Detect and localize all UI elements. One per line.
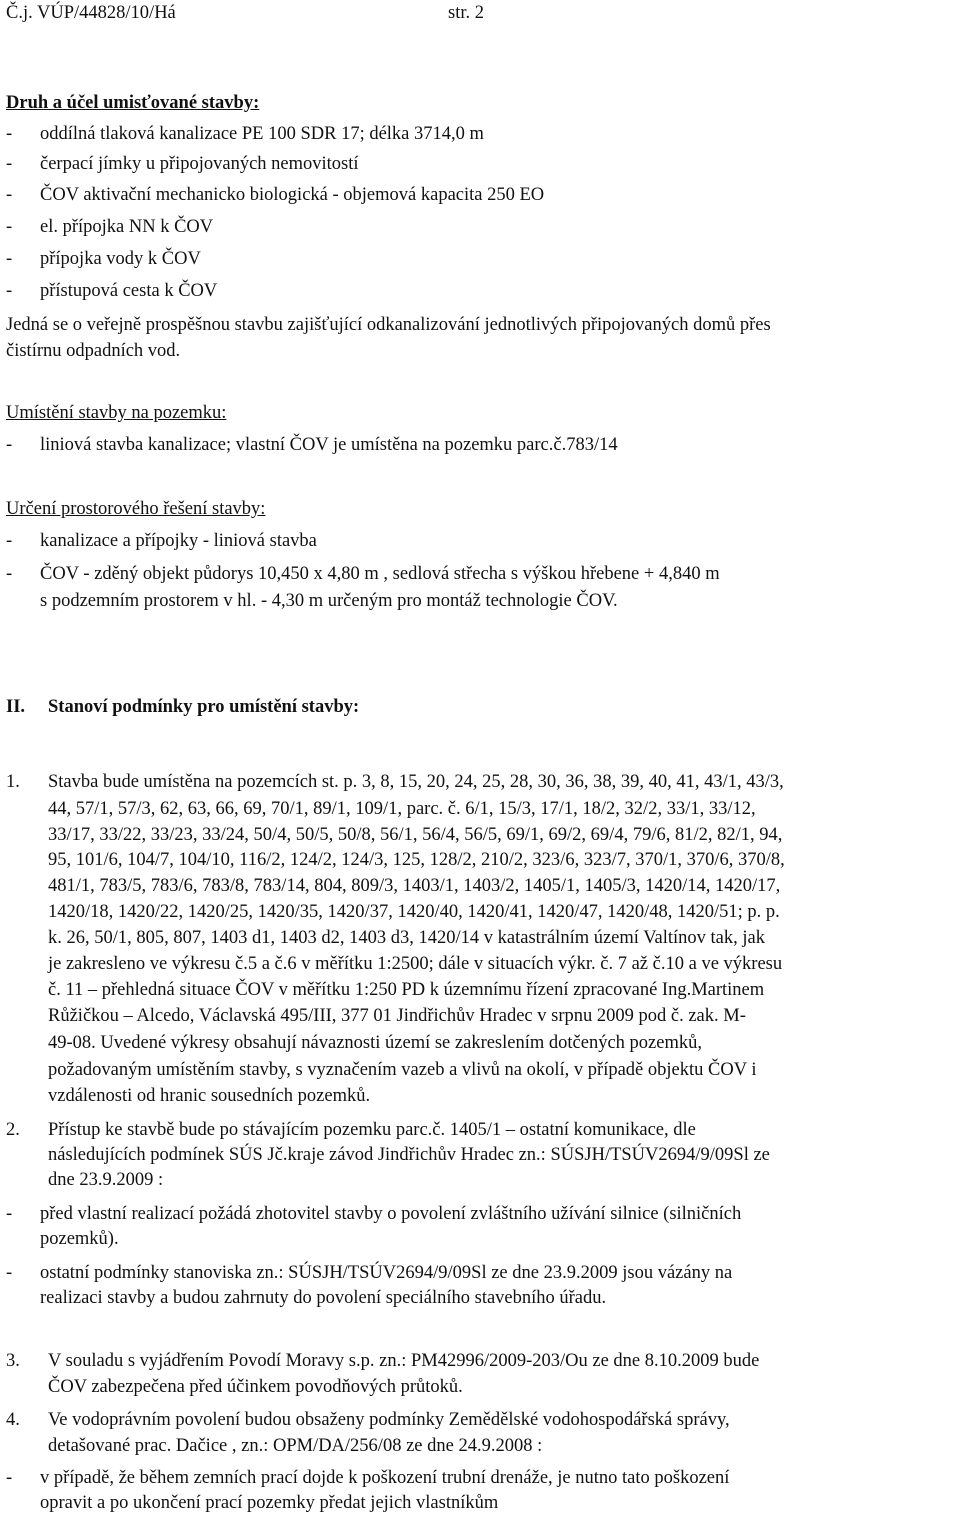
sub-condition-line: opravit a po ukončení prací pozemky předat jejich vlastníkům — [40, 1493, 499, 1513]
condition-number: 4. — [6, 1410, 20, 1430]
list-item: ČOV aktivační mechanicko biologická - objemová kapacita 250 EO — [40, 185, 545, 205]
condition-line: požadovaným umístěním stavby, s vyznačením vazeb a vlivů na okolí, v případě objektu ČOV i — [48, 1060, 757, 1080]
condition-line: 95, 101/6, 104/7, 104/10, 116/2, 124/2, 124/3, 125, 128/2, 210/2, 323/6, 323/7, 370/1, 370/6, 370/8, — [48, 850, 785, 870]
reference-number: Č.j. VÚP/44828/10/Há — [6, 3, 176, 23]
sub-condition-line: realizaci stavby a budou zahrnuty do povolení speciálního stavebního úřadu. — [40, 1288, 607, 1308]
condition-line: detašované prac. Dačice , zn.: OPM/DA/256/08 ze dne 24.9.2008 : — [48, 1436, 543, 1456]
list-dash: - — [6, 217, 13, 237]
list-item: oddílná tlaková kanalizace PE 100 SDR 17; délka 3714,0 m — [40, 124, 484, 144]
list-item: kanalizace a přípojky - liniová stavba — [40, 531, 317, 551]
list-item: čerpací jímky u připojovaných nemovitostí — [40, 154, 359, 174]
condition-line: 481/1, 783/5, 783/6, 783/8, 783/14, 804, 809/3, 1403/1, 1403/2, 1405/1, 1405/3, 1420/14, 1420/17, — [48, 876, 781, 896]
condition-line: 1420/18, 1420/22, 1420/25, 1420/35, 1420/37, 1420/40, 1420/41, 1420/47, 1420/48, 1420/51; p. p. — [48, 902, 780, 922]
list-item: přístupová cesta k ČOV — [40, 281, 218, 301]
condition-line: následujících podmínek SÚS Jč.kraje závod Jindřichův Hradec zn.: SÚSJH/TSÚV2694/9/09Sl ze — [48, 1145, 770, 1165]
condition-line: vzdálenosti od hranic sousedních pozemků. — [48, 1086, 371, 1106]
list-dash: - — [6, 281, 13, 301]
condition-line: k. 26, 50/1, 805, 807, 1403 d1, 1403 d2, 1403 d3, 1420/14 v katastrálním území Valtínov tak, jak — [48, 928, 765, 948]
page-number: str. 2 — [448, 3, 484, 23]
condition-line: Ve vodoprávním povolení budou obsaženy podmínky Zemědělské vodohospodářská správy, — [48, 1410, 730, 1430]
list-dash: - — [6, 1263, 13, 1283]
list-dash: - — [6, 1204, 13, 1224]
list-dash: - — [6, 124, 13, 144]
sub-condition-line: pozemků). — [40, 1229, 119, 1249]
heading-urceni: Určení prostorového řešení stavby: — [6, 499, 266, 519]
condition-line: Růžičkou – Alcedo, Václavská 495/III, 377 01 Jindřichův Hradec v srpnu 2009 pod č. zak. M- — [48, 1006, 746, 1026]
list-item: liniová stavba kanalizace; vlastní ČOV je umístěna na pozemku parc.č.783/14 — [40, 435, 618, 455]
condition-line: Přístup ke stavbě bude po stávajícím pozemku parc.č. 1405/1 – ostatní komunikace, dle — [48, 1120, 696, 1140]
list-item: el. přípojka NN k ČOV — [40, 217, 214, 237]
condition-line: dne 23.9.2009 : — [48, 1170, 164, 1190]
list-dash: - — [6, 1468, 13, 1488]
condition-line: V souladu s vyjádřením Povodí Moravy s.p. zn.: PM42996/2009-203/Ou ze dne 8.10.2009 bude — [48, 1351, 760, 1371]
paragraph-line: Jedná se o veřejně prospěšnou stavbu zajišťující odkanalizování jednotlivých připojovaných domů přes — [6, 315, 771, 335]
condition-line: č. 11 – přehledná situace ČOV v měřítku 1:250 PD k územnímu řízení zpracované Ing.Martinem — [48, 980, 765, 1000]
list-dash: - — [6, 531, 13, 551]
list-dash: - — [6, 185, 13, 205]
condition-line: 33/17, 33/22, 33/23, 33/24, 50/4, 50/5, 50/8, 56/1, 56/4, 56/5, 69/1, 69/2, 69/4, 79/6, 81/2, 82/1, 94, — [48, 825, 783, 845]
heading-druh: Druh a účel umisťované stavby: — [6, 93, 260, 113]
condition-line: Stavba bude umístěna na pozemcích st. p. 3, 8, 15, 20, 24, 25, 28, 30, 36, 38, 39, 40, 41, 43/1, 43/3, — [48, 772, 784, 792]
condition-number: 2. — [6, 1120, 20, 1140]
paragraph-line: čistírnu odpadních vod. — [6, 341, 181, 361]
condition-line: 44, 57/1, 57/3, 62, 63, 66, 69, 70/1, 89/1, 109/1, parc. č. 6/1, 15/3, 17/1, 18/2, 32/2, 33/1, 33/12, — [48, 799, 756, 819]
list-item-continued: s podzemním prostorem v hl. - 4,30 m určeným pro montáž technologie ČOV. — [40, 591, 618, 611]
condition-line: ČOV zabezpečena před účinkem povodňových průtoků. — [48, 1377, 463, 1397]
heading-umisteni: Umístění stavby na pozemku: — [6, 403, 227, 423]
section-roman-numeral: II. — [6, 697, 26, 717]
section-title: Stanoví podmínky pro umístění stavby: — [48, 697, 360, 717]
list-item: ČOV - zděný objekt půdorys 10,450 x 4,80 m , sedlová střecha s výškou hřebene + 4,840 m — [40, 564, 720, 584]
list-dash: - — [6, 154, 13, 174]
list-dash: - — [6, 435, 13, 455]
condition-line: je zakresleno ve výkresu č.5 a č.6 v měřítku 1:2500; dále v situacích výkr. č. 7 až č.10 a ve výkresu — [48, 954, 783, 974]
condition-number: 1. — [6, 772, 20, 792]
list-dash: - — [6, 249, 13, 269]
condition-line: 49-08. Uvedené výkresy obsahují návaznosti území se zakreslením dotčených pozemků, — [48, 1033, 702, 1053]
condition-number: 3. — [6, 1351, 20, 1371]
sub-condition-line: v případě, že během zemních prací dojde k poškození trubní drenáže, je nutno tato poškození — [40, 1468, 730, 1488]
sub-condition-line: ostatní podmínky stanoviska zn.: SÚSJH/TSÚV2694/9/09Sl ze dne 23.9.2009 jsou vázány na — [40, 1263, 733, 1283]
list-item: přípojka vody k ČOV — [40, 249, 201, 269]
sub-condition-line: před vlastní realizací požádá zhotovitel stavby o povolení zvláštního užívání silnice (silničních — [40, 1204, 742, 1224]
list-dash: - — [6, 564, 13, 584]
